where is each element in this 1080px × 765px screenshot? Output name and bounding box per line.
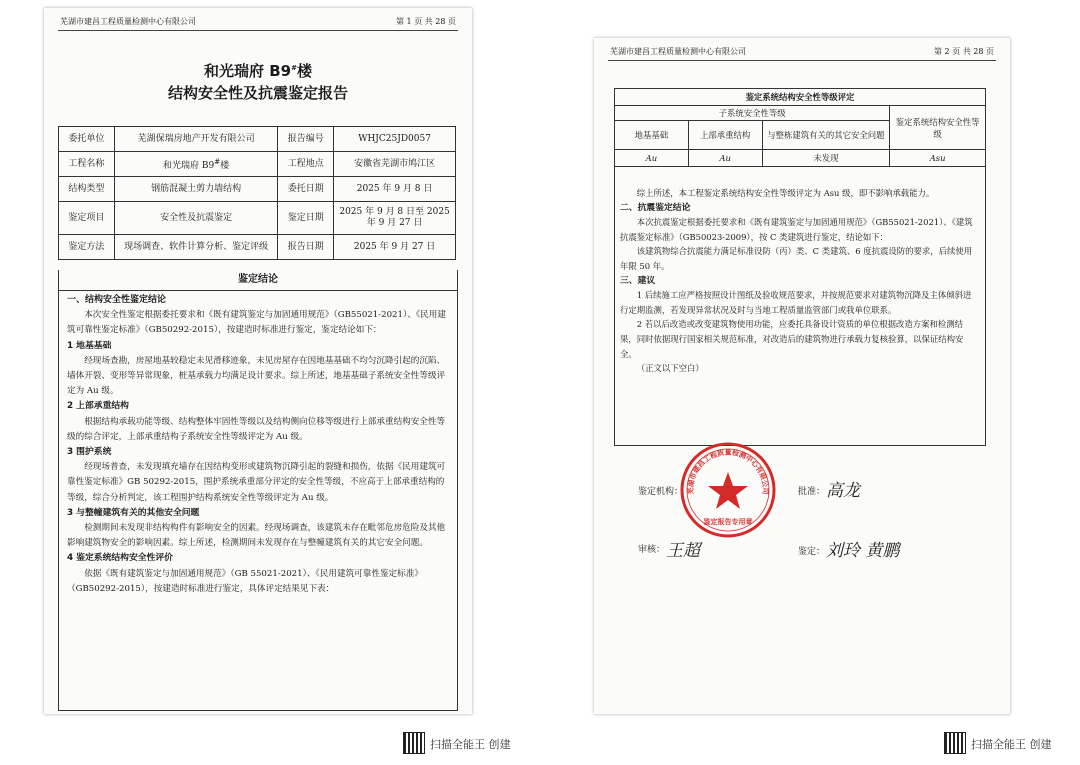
paragraph: 检测期间未发现非结构构件有影响安全的因素。经现场调查，该建筑未存在毗邻危房危险及其他影响建筑物安全的影响因素。综上所述，检测期间未发现存在与整幢建筑有关的其它安全问题。: [67, 523, 446, 549]
paragraph: 根据结构承载功能等级、结构整体牢固性等级以及结构侧向位移等级进行上部承重结构安全性等级的综合评定，上部承重结构子系统安全性等级评定为 Au 级。: [67, 416, 446, 442]
col-other-issues: 与整栋建筑有关的其它安全问题: [762, 121, 890, 150]
official-seal: [678, 440, 778, 540]
blank-note: （正文以下空白）: [636, 363, 704, 374]
system-level-value: Asu: [890, 150, 986, 167]
subsection-title: 2 上部承重结构: [67, 401, 129, 412]
structure-label: 结构类型: [59, 177, 115, 202]
scanner-watermark: 扫描全能王 创建: [430, 738, 511, 751]
qr-code-icon: [404, 733, 424, 753]
foundation-level: Au: [615, 150, 689, 167]
report-no-value: WHJC25JD0057: [334, 127, 456, 152]
report-page-2: [594, 38, 1010, 714]
paragraph: 本次抗震鉴定根据委托要求和《既有建筑鉴定与加固通用规范》（GB55021-2021）、《建筑抗震鉴定标准》（GB50023-2009），按 C 类建筑进行鉴定，结论如下：: [620, 217, 973, 242]
paragraph: 2 若以后改造或改变建筑物使用功能，应委托具备设计资质的单位根据改造方案和检测结果，同时依据现行国家相关规范标准，对改造后的建筑物进行承载力复核验算，以保证结构安全。: [620, 319, 964, 359]
paragraph: 经现场查勘，房屋地基较稳定未见滑移迹象，未见房屋存在因地基基础不均匀沉降引起的沉陷、墙体开裂、变形等异常现象，桩基承载力均满足设计要求。综上所述，地基基础子系统安全性等级评定为 Au 级。: [67, 355, 446, 397]
rating-table-title: 鉴定系统结构安全性等级评定: [615, 89, 986, 106]
location-value: 安徽省芜湖市鸠江区: [334, 152, 456, 177]
paragraph: 综上所述，本工程鉴定系统结构安全性等级评定为 Asu 级，即不影响承载能力。: [636, 188, 935, 198]
commission-date-value: 2025 年 9 月 8 日: [334, 177, 456, 202]
report-title: 和光瑞府 B9#楼: [204, 62, 312, 80]
svg-text:芜湖市建昌工程质量检测中心有限公司: 芜湖市建昌工程质量检测中心有限公司: [686, 448, 770, 495]
col-superstructure: 上部承重结构: [688, 121, 762, 150]
subsystem-header: 子系统安全性等级: [615, 106, 890, 121]
report-date-label: 报告日期: [278, 235, 334, 260]
other-issues-value: 未发现: [762, 150, 890, 167]
subsection-title: 3 与整幢建筑有关的其他安全问题: [67, 507, 200, 518]
structure-value: 钢筋混凝土剪力墙结构: [114, 177, 277, 202]
report-subtitle: 结构安全性及抗震鉴定报告: [167, 84, 348, 102]
header-page-number: 第 1 页 共 28 页: [396, 17, 456, 26]
client-value: 芜湖保瑞房地产开发有限公司: [114, 127, 277, 152]
appraiser-signature: 刘玲 黄鹏: [826, 541, 900, 561]
appraisal-date-value: 2025 年 9 月 8 日至 2025 年 9 月 27 日: [334, 202, 456, 235]
method-value: 现场调查、软件计算分析、鉴定评级: [114, 235, 277, 260]
conclusion-heading: 鉴定结论: [59, 270, 457, 291]
method-label: 鉴定方法: [59, 235, 115, 260]
conclusion-body: [59, 291, 457, 599]
paragraph: 本次安全性鉴定根据委托要求和《既有建筑鉴定与加固通用规范》（GB55021-2021）、《民用建筑可靠性鉴定标准》（GB50292-2015），按建造时标准进行鉴定，鉴定结论如下：: [67, 310, 446, 336]
paragraph: 依据《既有建筑鉴定与加固通用规范》（GB 55021-2021）、《民用建筑可靠性鉴定标准》（GB50292-2015），按建造时标准进行鉴定，具体评定结果见下表：: [67, 568, 423, 594]
item-value: 安全性及抗震鉴定: [114, 202, 277, 235]
report-info-table: [58, 126, 456, 260]
subsection-title: 1 地基基础: [67, 340, 112, 351]
section-title: 三、建议: [620, 275, 656, 286]
appraisal-date-label: 鉴定日期: [278, 202, 334, 235]
client-label: 委托单位: [59, 127, 115, 152]
commission-date-label: 委托日期: [278, 177, 334, 202]
paragraph: 经现场普查，未发现填充墙存在因结构变形或建筑物沉降引起的裂缝和损伤，依据《民用建筑可靠性鉴定标准》GB 50292-2015，围护系统承重部分评定的安全性等级，不应高于上部承重结构的等级，综合分析判定，该工程围护结构系统安全性等级评定为 Au 级。: [67, 462, 446, 503]
page2-body: [614, 186, 984, 376]
scanner-watermark: 扫描全能王 创建: [971, 738, 1052, 751]
svg-text:鉴定报告专用章: 鉴定报告专用章: [703, 518, 753, 526]
reviewer-signature: 王超: [666, 541, 700, 561]
qr-code-icon: [945, 733, 965, 753]
project-value: 和光瑞府 B9#楼: [114, 152, 277, 177]
page-header: [608, 44, 996, 61]
col-foundation: 地基基础: [615, 121, 689, 150]
seal-star-icon: [708, 472, 748, 509]
appraiser-label: 鉴定：: [798, 547, 826, 557]
section-title: 二、抗震鉴定结论: [620, 202, 691, 213]
col-system-level: 鉴定系统结构安全性等级: [890, 106, 986, 150]
approver-signature: 高龙: [826, 481, 860, 501]
report-date-value: 2025 年 9 月 27 日: [334, 235, 456, 260]
report-page-1: [44, 8, 472, 714]
conclusion-box: [58, 270, 458, 711]
paragraph: 1 后续施工应严格按照设计图纸及验收规范要求，并按规范要求对建筑物沉降及主体倾斜进行定期监测，若发现异常状况及时与当地工程质量监管部门或我单位联系。: [620, 290, 972, 315]
report-no-label: 报告编号: [278, 127, 334, 152]
subsection-title: 3 围护系统: [67, 447, 112, 458]
page-header: [58, 14, 458, 31]
review-label: 审核：: [638, 545, 666, 555]
header-company: 芜湖市建昌工程质量检测中心有限公司: [60, 17, 196, 26]
project-label: 工程名称: [59, 152, 115, 177]
rating-table: [614, 88, 986, 167]
header-company: 芜湖市建昌工程质量检测中心有限公司: [610, 47, 746, 56]
org-label: 鉴定机构：: [638, 487, 684, 497]
section-title: 一、结构安全性鉴定结论: [67, 295, 167, 305]
location-label: 工程地点: [278, 152, 334, 177]
subsection-title: 4 鉴定系统结构安全性评价: [67, 553, 173, 564]
header-page-number: 第 2 页 共 28 页: [934, 47, 994, 56]
item-label: 鉴定项目: [59, 202, 115, 235]
approve-label: 批准：: [798, 487, 826, 497]
superstructure-level: Au: [688, 150, 762, 167]
paragraph: 该建筑物综合抗震能力满足标准设防（丙）类、C 类建筑、6 度抗震设防的要求，后续使用年限 50 年。: [620, 246, 973, 271]
